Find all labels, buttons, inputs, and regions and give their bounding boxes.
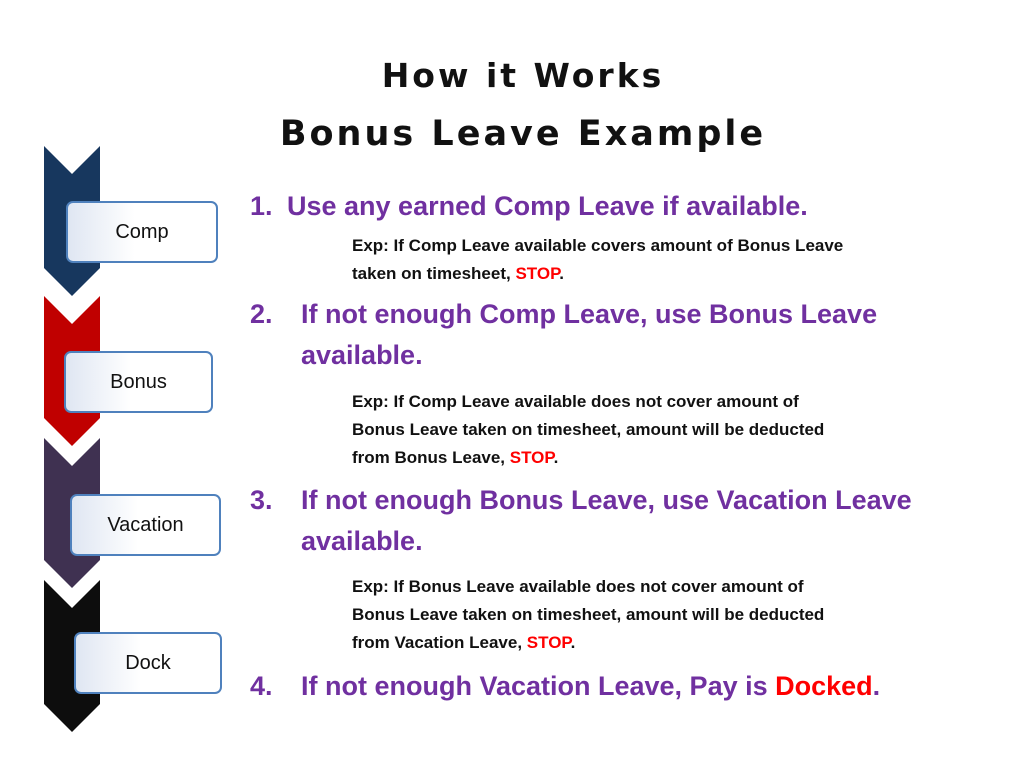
flow-label-vacation: Vacation bbox=[107, 513, 184, 536]
example-line-last: taken on timesheet, STOP. bbox=[352, 264, 564, 283]
page-title: How it Works bbox=[381, 56, 665, 95]
step-3-example bbox=[352, 573, 824, 657]
step-number: 1. bbox=[250, 191, 273, 221]
step-text: Use any earned Comp Leave if available. bbox=[287, 191, 808, 221]
step-1-example bbox=[352, 232, 843, 288]
flow-label-bonus: Bonus bbox=[110, 370, 167, 393]
example-line: Bonus Leave taken on timesheet, amount will be deducted bbox=[352, 605, 825, 624]
flow-label-comp: Comp bbox=[115, 220, 169, 243]
docked-text: Docked bbox=[775, 671, 873, 701]
example-line-last: from Vacation Leave, STOP. bbox=[352, 633, 576, 652]
stop-text: STOP bbox=[509, 448, 554, 467]
step-number: 4. bbox=[250, 671, 273, 701]
page-subtitle: Bonus Leave Example bbox=[279, 114, 767, 154]
step-text: If not enough Comp Leave, use Bonus Leave available. bbox=[301, 299, 878, 370]
flow-box-vacation bbox=[70, 494, 221, 556]
stop-text: STOP bbox=[515, 264, 560, 283]
flow-box-dock bbox=[74, 632, 222, 694]
step-number: 2. bbox=[250, 299, 273, 329]
flow-label-dock: Dock bbox=[125, 651, 171, 674]
flow-box-comp bbox=[66, 201, 218, 263]
example-line-last: from Bonus Leave, STOP. bbox=[352, 448, 559, 467]
example-line: Exp: If Comp Leave available covers amount of Bonus Leave bbox=[352, 236, 844, 255]
step-number: 3. bbox=[250, 485, 273, 515]
example-line: Exp: If Bonus Leave available does not cover amount of bbox=[352, 577, 804, 596]
example-line: Bonus Leave taken on timesheet, amount will be deducted bbox=[352, 420, 825, 439]
step-2-example bbox=[352, 388, 824, 472]
step-text: If not enough Bonus Leave, use Vacation Leave available. bbox=[301, 485, 912, 556]
step-text: If not enough Vacation Leave, Pay is Docked. bbox=[301, 671, 881, 701]
flow-box-bonus bbox=[64, 351, 213, 413]
stop-text: STOP bbox=[526, 633, 571, 652]
process-flow bbox=[0, 0, 240, 768]
example-line: Exp: If Comp Leave available does not cover amount of bbox=[352, 392, 799, 411]
